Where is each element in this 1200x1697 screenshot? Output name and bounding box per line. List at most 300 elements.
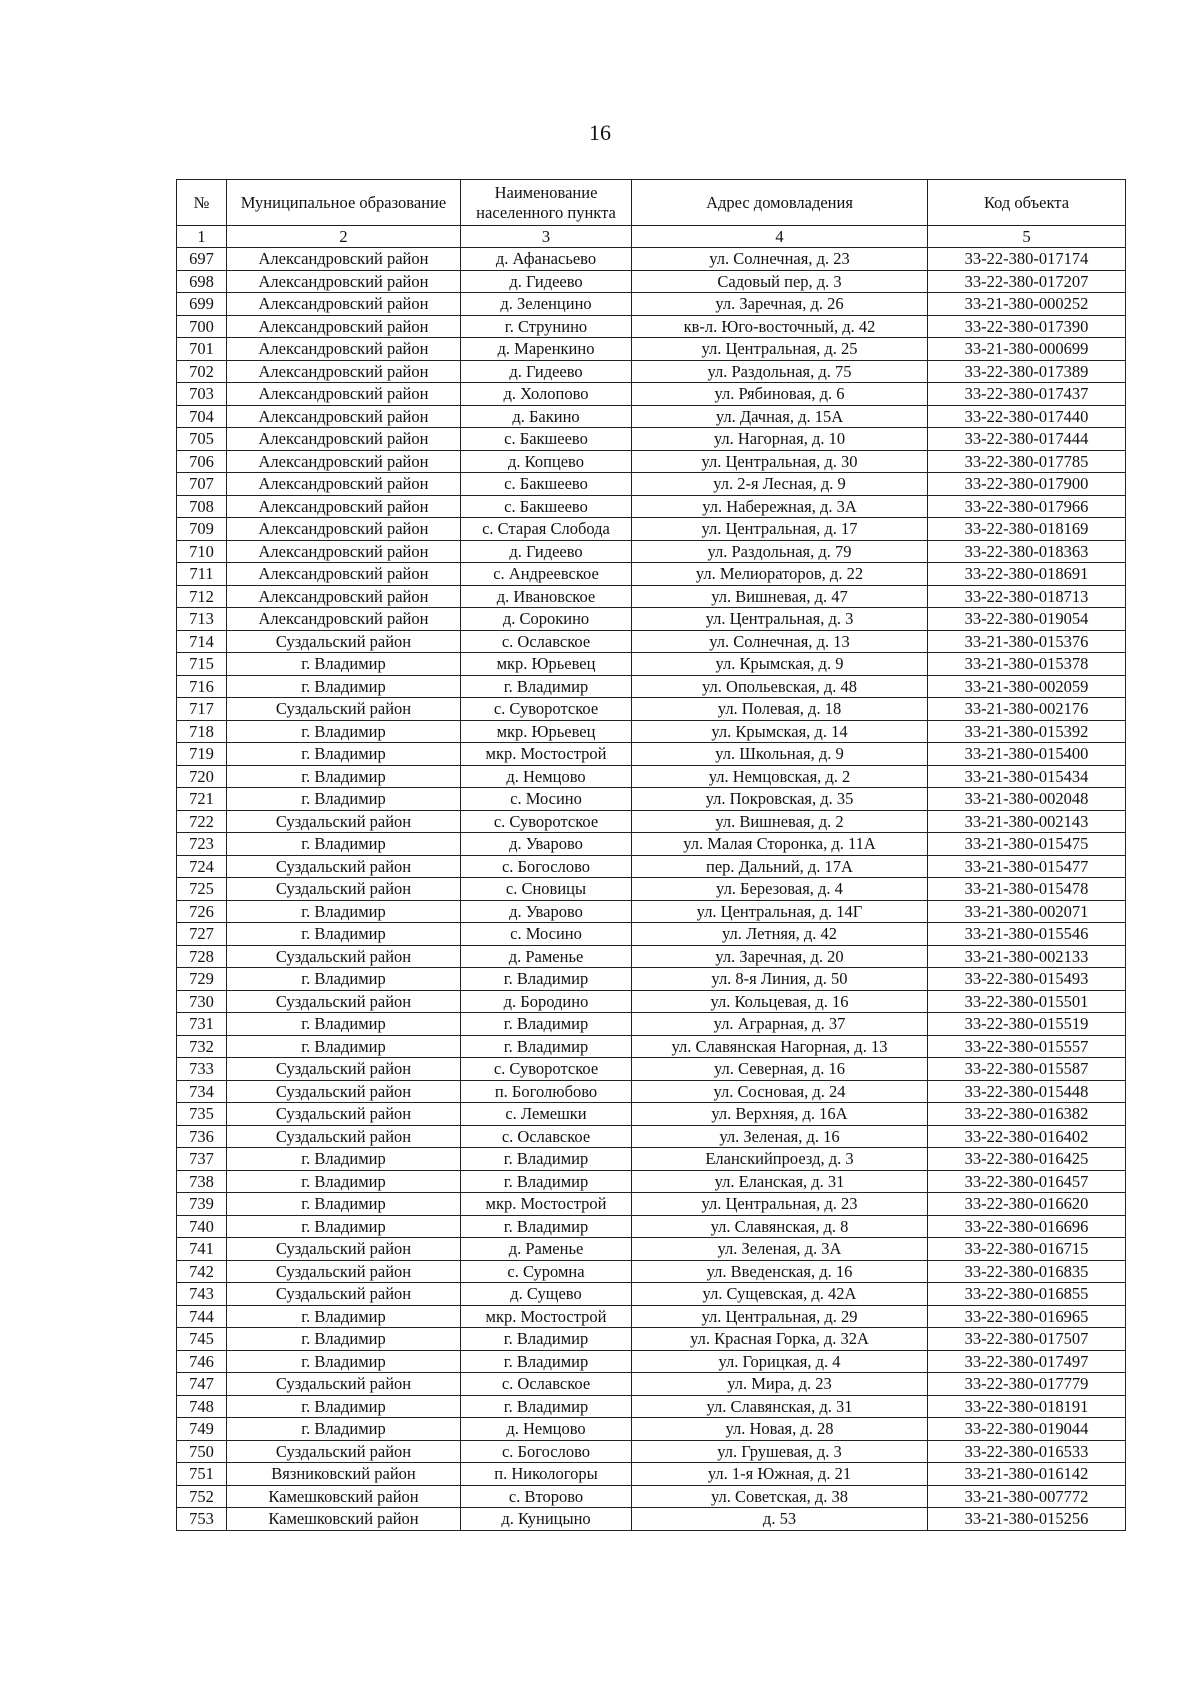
settlement-cell: г. Владимир	[461, 675, 632, 698]
municipality-cell: Александровский район	[227, 428, 461, 451]
municipality-cell: г. Владимир	[227, 1148, 461, 1171]
table-row	[177, 653, 1126, 676]
municipality-cell: г. Владимир	[227, 833, 461, 856]
municipality-cell: Александровский район	[227, 383, 461, 406]
settlement-cell: д. Зеленцино	[461, 293, 632, 316]
settlement-cell: г. Струнино	[461, 315, 632, 338]
object-code-cell: 33-21-380-015392	[928, 720, 1126, 743]
settlement-cell: д. Маренкино	[461, 338, 632, 361]
object-code-cell: 33-21-380-015475	[928, 833, 1126, 856]
object-code-cell: 33-21-380-016142	[928, 1463, 1126, 1486]
address-cell: ул. Заречная, д. 20	[632, 945, 928, 968]
settlement-cell: д. Холопово	[461, 383, 632, 406]
object-code-cell: 33-22-380-017440	[928, 405, 1126, 428]
object-code-cell: 33-21-380-015376	[928, 630, 1126, 653]
settlement-cell: д. Гидеево	[461, 270, 632, 293]
municipality-cell: Суздальский район	[227, 1058, 461, 1081]
table-row	[177, 1148, 1126, 1171]
table-row	[177, 698, 1126, 721]
table-row	[177, 833, 1126, 856]
object-code-cell: 33-22-380-016457	[928, 1170, 1126, 1193]
table-row	[177, 630, 1126, 653]
settlement-cell: мкр. Юрьевец	[461, 720, 632, 743]
object-code-cell: 33-21-380-002176	[928, 698, 1126, 721]
object-code-cell: 33-21-380-015546	[928, 923, 1126, 946]
table-row	[177, 1103, 1126, 1126]
municipality-cell: г. Владимир	[227, 968, 461, 991]
municipality-cell: г. Владимир	[227, 675, 461, 698]
row-number: 702	[177, 360, 227, 383]
settlement-cell: мкр. Мостострой	[461, 1193, 632, 1216]
municipality-cell: Камешковский район	[227, 1508, 461, 1531]
table-row	[177, 968, 1126, 991]
address-cell: ул. Солнечная, д. 23	[632, 248, 928, 271]
row-number: 745	[177, 1328, 227, 1351]
address-cell: ул. Кольцевая, д. 16	[632, 990, 928, 1013]
object-code-cell: 33-22-380-015448	[928, 1080, 1126, 1103]
address-cell: ул. Малая Сторонка, д. 11А	[632, 833, 928, 856]
settlement-cell: д. Гидеево	[461, 540, 632, 563]
table-row	[177, 1328, 1126, 1351]
object-code-cell: 33-22-380-017174	[928, 248, 1126, 271]
settlement-cell: д. Куницыно	[461, 1508, 632, 1531]
settlement-cell: д. Афанасьево	[461, 248, 632, 271]
row-number: 700	[177, 315, 227, 338]
object-code-cell: 33-22-380-017497	[928, 1350, 1126, 1373]
municipality-cell: Суздальский район	[227, 1103, 461, 1126]
table-row	[177, 765, 1126, 788]
object-code-cell: 33-22-380-017779	[928, 1373, 1126, 1396]
municipality-cell: Суздальский район	[227, 1373, 461, 1396]
row-number: 749	[177, 1418, 227, 1441]
settlement-cell: с. Бакшеево	[461, 495, 632, 518]
municipality-cell: Суздальский район	[227, 1283, 461, 1306]
table-row	[177, 1485, 1126, 1508]
municipality-cell: Александровский район	[227, 450, 461, 473]
settlement-cell: г. Владимир	[461, 1013, 632, 1036]
municipality-cell: г. Владимир	[227, 788, 461, 811]
row-number: 710	[177, 540, 227, 563]
row-number: 730	[177, 990, 227, 1013]
settlement-cell: с. Второво	[461, 1485, 632, 1508]
address-cell: ул. Славянская, д. 31	[632, 1395, 928, 1418]
object-code-cell: 33-22-380-017207	[928, 270, 1126, 293]
municipality-cell: Александровский район	[227, 563, 461, 586]
table-row	[177, 675, 1126, 698]
municipality-cell: г. Владимир	[227, 1035, 461, 1058]
municipality-cell: Суздальский район	[227, 878, 461, 901]
address-cell: ул. Центральная, д. 30	[632, 450, 928, 473]
table-row	[177, 990, 1126, 1013]
municipality-cell: г. Владимир	[227, 1305, 461, 1328]
object-code-cell: 33-22-380-018191	[928, 1395, 1126, 1418]
settlement-cell: с. Оcлавское	[461, 630, 632, 653]
row-number: 731	[177, 1013, 227, 1036]
municipality-cell: Александровский район	[227, 585, 461, 608]
settlement-cell: г. Владимир	[461, 968, 632, 991]
row-number: 744	[177, 1305, 227, 1328]
table-column-index-row	[177, 226, 1126, 248]
address-cell: ул. Полевая, д. 18	[632, 698, 928, 721]
address-cell: кв-л. Юго-восточный, д. 42	[632, 315, 928, 338]
row-number: 716	[177, 675, 227, 698]
settlement-cell: с. Андреевское	[461, 563, 632, 586]
settlement-cell: г. Владимир	[461, 1395, 632, 1418]
address-cell: ул. Сущевская, д. 42А	[632, 1283, 928, 1306]
table-row	[177, 495, 1126, 518]
settlement-cell: с. Лемешки	[461, 1103, 632, 1126]
table-row	[177, 315, 1126, 338]
municipality-cell: г. Владимир	[227, 765, 461, 788]
table-row	[177, 1373, 1126, 1396]
object-code-cell: 33-22-380-016835	[928, 1260, 1126, 1283]
row-number: 724	[177, 855, 227, 878]
settlement-cell: мкр. Мостострой	[461, 1305, 632, 1328]
table-row	[177, 360, 1126, 383]
column-index-1: 1	[177, 226, 227, 248]
table-row	[177, 923, 1126, 946]
settlement-cell: с. Суворотское	[461, 1058, 632, 1081]
municipality-cell: Камешковский район	[227, 1485, 461, 1508]
address-cell: д. 53	[632, 1508, 928, 1531]
address-cell: ул. 2-я Лесная, д. 9	[632, 473, 928, 496]
table-row	[177, 945, 1126, 968]
address-cell: ул. Горицкая, д. 4	[632, 1350, 928, 1373]
address-cell: ул. Центральная, д. 25	[632, 338, 928, 361]
row-number: 735	[177, 1103, 227, 1126]
table-row	[177, 1508, 1126, 1531]
object-code-cell: 33-21-380-015400	[928, 743, 1126, 766]
address-cell: ул. Аграрная, д. 37	[632, 1013, 928, 1036]
table-row	[177, 900, 1126, 923]
row-number: 718	[177, 720, 227, 743]
municipality-cell: Александровский район	[227, 608, 461, 631]
row-number: 733	[177, 1058, 227, 1081]
settlement-cell: д. Немцово	[461, 1418, 632, 1441]
table-row	[177, 1418, 1126, 1441]
row-number: 729	[177, 968, 227, 991]
settlement-cell: г. Владимир	[461, 1215, 632, 1238]
address-cell: ул. Рябиновая, д. 6	[632, 383, 928, 406]
object-code-cell: 33-21-380-002059	[928, 675, 1126, 698]
settlement-cell: д. Уварово	[461, 833, 632, 856]
table-row	[177, 585, 1126, 608]
row-number: 748	[177, 1395, 227, 1418]
settlement-cell: с. Богослово	[461, 855, 632, 878]
address-cell: ул. Введенская, д. 16	[632, 1260, 928, 1283]
object-code-cell: 33-21-380-015478	[928, 878, 1126, 901]
page-number: 16	[589, 120, 611, 145]
address-cell: ул. Еланская, д. 31	[632, 1170, 928, 1193]
settlement-cell: с. Суромна	[461, 1260, 632, 1283]
settlement-cell: д. Гидеево	[461, 360, 632, 383]
address-cell: ул. Набережная, д. 3А	[632, 495, 928, 518]
settlement-cell: г. Владимир	[461, 1350, 632, 1373]
object-code-cell: 33-22-380-017444	[928, 428, 1126, 451]
table-row	[177, 1283, 1126, 1306]
municipality-cell: Александровский район	[227, 495, 461, 518]
object-code-cell: 33-22-380-018169	[928, 518, 1126, 541]
municipality-cell: г. Владимир	[227, 1215, 461, 1238]
address-cell: ул. Крымская, д. 9	[632, 653, 928, 676]
object-code-cell: 33-22-380-017507	[928, 1328, 1126, 1351]
object-code-cell: 33-21-380-002071	[928, 900, 1126, 923]
table-row	[177, 383, 1126, 406]
row-number: 709	[177, 518, 227, 541]
settlement-cell: д. Раменье	[461, 945, 632, 968]
municipality-cell: Суздальский район	[227, 1238, 461, 1261]
municipality-cell: г. Владимир	[227, 720, 461, 743]
table-row	[177, 405, 1126, 428]
object-code-cell: 33-22-380-017390	[928, 315, 1126, 338]
row-number: 714	[177, 630, 227, 653]
table-row	[177, 1463, 1126, 1486]
municipality-cell: г. Владимир	[227, 1350, 461, 1373]
object-code-cell: 33-22-380-015501	[928, 990, 1126, 1013]
object-code-cell: 33-22-380-015493	[928, 968, 1126, 991]
address-cell: ул. Покровская, д. 35	[632, 788, 928, 811]
municipality-cell: Александровский район	[227, 518, 461, 541]
address-cell: ул. Северная, д. 16	[632, 1058, 928, 1081]
table-row	[177, 270, 1126, 293]
column-index-3: 3	[461, 226, 632, 248]
table-row	[177, 518, 1126, 541]
table-row	[177, 1125, 1126, 1148]
row-number: 720	[177, 765, 227, 788]
row-number: 746	[177, 1350, 227, 1373]
row-number: 708	[177, 495, 227, 518]
settlement-cell: д. Сущево	[461, 1283, 632, 1306]
table-row	[177, 855, 1126, 878]
settlement-cell: д. Раменье	[461, 1238, 632, 1261]
settlement-cell: с. Мосино	[461, 788, 632, 811]
address-cell: ул. Немцовская, д. 2	[632, 765, 928, 788]
row-number: 697	[177, 248, 227, 271]
settlement-cell: п. Никологоры	[461, 1463, 632, 1486]
address-cell: ул. Славянская Нагорная, д. 13	[632, 1035, 928, 1058]
settlement-cell: с. Бакшеево	[461, 473, 632, 496]
address-cell: ул. Славянская, д. 8	[632, 1215, 928, 1238]
municipality-cell: Суздальский район	[227, 1125, 461, 1148]
table-row	[177, 1238, 1126, 1261]
address-cell: ул. Центральная, д. 23	[632, 1193, 928, 1216]
settlement-cell: мкр. Мостострой	[461, 743, 632, 766]
row-number: 747	[177, 1373, 227, 1396]
object-code-cell: 33-22-380-016715	[928, 1238, 1126, 1261]
table-row	[177, 1260, 1126, 1283]
column-index-4: 4	[632, 226, 928, 248]
address-cell: ул. Мелиораторов, д. 22	[632, 563, 928, 586]
row-number: 717	[177, 698, 227, 721]
column-index-5: 5	[928, 226, 1126, 248]
object-code-cell: 33-21-380-002143	[928, 810, 1126, 833]
row-number: 737	[177, 1148, 227, 1171]
table-row	[177, 563, 1126, 586]
address-cell: ул. Новая, д. 28	[632, 1418, 928, 1441]
settlement-cell: г. Владимир	[461, 1148, 632, 1171]
row-number: 723	[177, 833, 227, 856]
row-number: 741	[177, 1238, 227, 1261]
object-code-cell: 33-22-380-017900	[928, 473, 1126, 496]
row-number: 736	[177, 1125, 227, 1148]
header-settlement: Наименование населенного пункта	[461, 180, 632, 226]
table-row	[177, 810, 1126, 833]
address-cell: ул. Заречная, д. 26	[632, 293, 928, 316]
header-number: №	[177, 180, 227, 226]
object-code-cell: 33-22-380-016855	[928, 1283, 1126, 1306]
table-row	[177, 720, 1126, 743]
address-cell: ул. Солнечная, д. 13	[632, 630, 928, 653]
address-cell: ул. Раздольная, д. 79	[632, 540, 928, 563]
table-header-row	[177, 180, 1126, 226]
table-row	[177, 1350, 1126, 1373]
municipality-cell: Суздальский район	[227, 1260, 461, 1283]
object-code-cell: 33-22-380-016965	[928, 1305, 1126, 1328]
address-cell: ул. Зеленая, д. 16	[632, 1125, 928, 1148]
object-code-cell: 33-22-380-019044	[928, 1418, 1126, 1441]
row-number: 701	[177, 338, 227, 361]
table-row	[177, 1080, 1126, 1103]
object-code-cell: 33-22-380-019054	[928, 608, 1126, 631]
address-cell: ул. Центральная, д. 14Г	[632, 900, 928, 923]
municipality-cell: г. Владимир	[227, 1013, 461, 1036]
municipality-cell: г. Владимир	[227, 1328, 461, 1351]
object-code-cell: 33-22-380-017389	[928, 360, 1126, 383]
address-cell: ул. Школьная, д. 9	[632, 743, 928, 766]
settlement-cell: с. Бакшеево	[461, 428, 632, 451]
address-cell: ул. Мира, д. 23	[632, 1373, 928, 1396]
table-row	[177, 608, 1126, 631]
object-code-cell: 33-22-380-015587	[928, 1058, 1126, 1081]
object-code-cell: 33-21-380-015477	[928, 855, 1126, 878]
object-code-cell: 33-22-380-017437	[928, 383, 1126, 406]
municipality-cell: Александровский район	[227, 248, 461, 271]
table-row	[177, 1170, 1126, 1193]
municipality-cell: Суздальский район	[227, 1080, 461, 1103]
header-address: Адрес домовладения	[632, 180, 928, 226]
municipality-cell: Суздальский район	[227, 990, 461, 1013]
municipality-cell: Суздальский район	[227, 698, 461, 721]
municipality-cell: Александровский район	[227, 315, 461, 338]
object-code-cell: 33-21-380-015378	[928, 653, 1126, 676]
row-number: 712	[177, 585, 227, 608]
settlement-cell: г. Владимир	[461, 1035, 632, 1058]
table-row	[177, 1305, 1126, 1328]
table-row	[177, 1035, 1126, 1058]
object-code-cell: 33-22-380-016620	[928, 1193, 1126, 1216]
table-row	[177, 473, 1126, 496]
address-cell: ул. Крымская, д. 14	[632, 720, 928, 743]
object-code-cell: 33-21-380-000252	[928, 293, 1126, 316]
row-number: 713	[177, 608, 227, 631]
address-cell: ул. Грушевая, д. 3	[632, 1440, 928, 1463]
column-index-2: 2	[227, 226, 461, 248]
address-cell: ул. Сосновая, д. 24	[632, 1080, 928, 1103]
settlement-cell: д. Бакино	[461, 405, 632, 428]
address-cell: ул. Центральная, д. 3	[632, 608, 928, 631]
municipality-cell: г. Владимир	[227, 1395, 461, 1418]
settlement-cell: с. Суворотское	[461, 698, 632, 721]
table-row	[177, 1440, 1126, 1463]
row-number: 738	[177, 1170, 227, 1193]
row-number: 728	[177, 945, 227, 968]
address-cell: ул. Нагорная, д. 10	[632, 428, 928, 451]
address-cell: ул. Опольевская, д. 48	[632, 675, 928, 698]
row-number: 698	[177, 270, 227, 293]
object-code-cell: 33-22-380-016533	[928, 1440, 1126, 1463]
table-row	[177, 248, 1126, 271]
row-number: 727	[177, 923, 227, 946]
municipality-cell: Суздальский район	[227, 810, 461, 833]
address-cell: ул. Зеленая, д. 3А	[632, 1238, 928, 1261]
object-code-cell: 33-22-380-015557	[928, 1035, 1126, 1058]
row-number: 699	[177, 293, 227, 316]
settlement-cell: д. Уварово	[461, 900, 632, 923]
object-code-cell: 33-21-380-002133	[928, 945, 1126, 968]
settlement-cell: с. Мосино	[461, 923, 632, 946]
address-cell: ул. Красная Горка, д. 32А	[632, 1328, 928, 1351]
address-cell: ул. Дачная, д. 15А	[632, 405, 928, 428]
object-code-cell: 33-21-380-007772	[928, 1485, 1126, 1508]
row-number: 721	[177, 788, 227, 811]
object-code-cell: 33-22-380-015519	[928, 1013, 1126, 1036]
settlement-cell: с. Оcлавское	[461, 1373, 632, 1396]
address-cell: ул. Березовая, д. 4	[632, 878, 928, 901]
row-number: 732	[177, 1035, 227, 1058]
table-body	[177, 248, 1126, 1531]
municipality-cell: Суздальский район	[227, 1440, 461, 1463]
municipality-cell: г. Владимир	[227, 1170, 461, 1193]
row-number: 750	[177, 1440, 227, 1463]
table-row	[177, 450, 1126, 473]
table-row	[177, 1193, 1126, 1216]
municipality-cell: Александровский район	[227, 360, 461, 383]
settlement-cell: с. Сновицы	[461, 878, 632, 901]
row-number: 719	[177, 743, 227, 766]
address-cell: ул. Раздольная, д. 75	[632, 360, 928, 383]
row-number: 706	[177, 450, 227, 473]
municipality-cell: Александровский район	[227, 473, 461, 496]
object-code-cell: 33-22-380-018713	[928, 585, 1126, 608]
municipality-cell: г. Владимир	[227, 743, 461, 766]
settlement-cell: г. Владимир	[461, 1170, 632, 1193]
municipality-cell: Александровский район	[227, 293, 461, 316]
municipality-cell: Александровский район	[227, 405, 461, 428]
row-number: 722	[177, 810, 227, 833]
municipality-cell: Александровский район	[227, 270, 461, 293]
row-number: 739	[177, 1193, 227, 1216]
row-number: 707	[177, 473, 227, 496]
row-number: 751	[177, 1463, 227, 1486]
settlement-cell: г. Владимир	[461, 1328, 632, 1351]
municipality-cell: Александровский район	[227, 540, 461, 563]
address-cell: ул. Центральная, д. 17	[632, 518, 928, 541]
row-number: 725	[177, 878, 227, 901]
object-code-cell: 33-22-380-017966	[928, 495, 1126, 518]
settlement-cell: мкр. Юрьевец	[461, 653, 632, 676]
object-code-cell: 33-22-380-016382	[928, 1103, 1126, 1126]
address-cell: ул. Вишневая, д. 47	[632, 585, 928, 608]
municipality-cell: Александровский район	[227, 338, 461, 361]
table-row	[177, 1013, 1126, 1036]
row-number: 743	[177, 1283, 227, 1306]
settlement-cell: с. Суворотское	[461, 810, 632, 833]
object-code-cell: 33-22-380-016425	[928, 1148, 1126, 1171]
table-row	[177, 743, 1126, 766]
municipality-cell: г. Владимир	[227, 900, 461, 923]
object-code-cell: 33-22-380-016696	[928, 1215, 1126, 1238]
row-number: 705	[177, 428, 227, 451]
